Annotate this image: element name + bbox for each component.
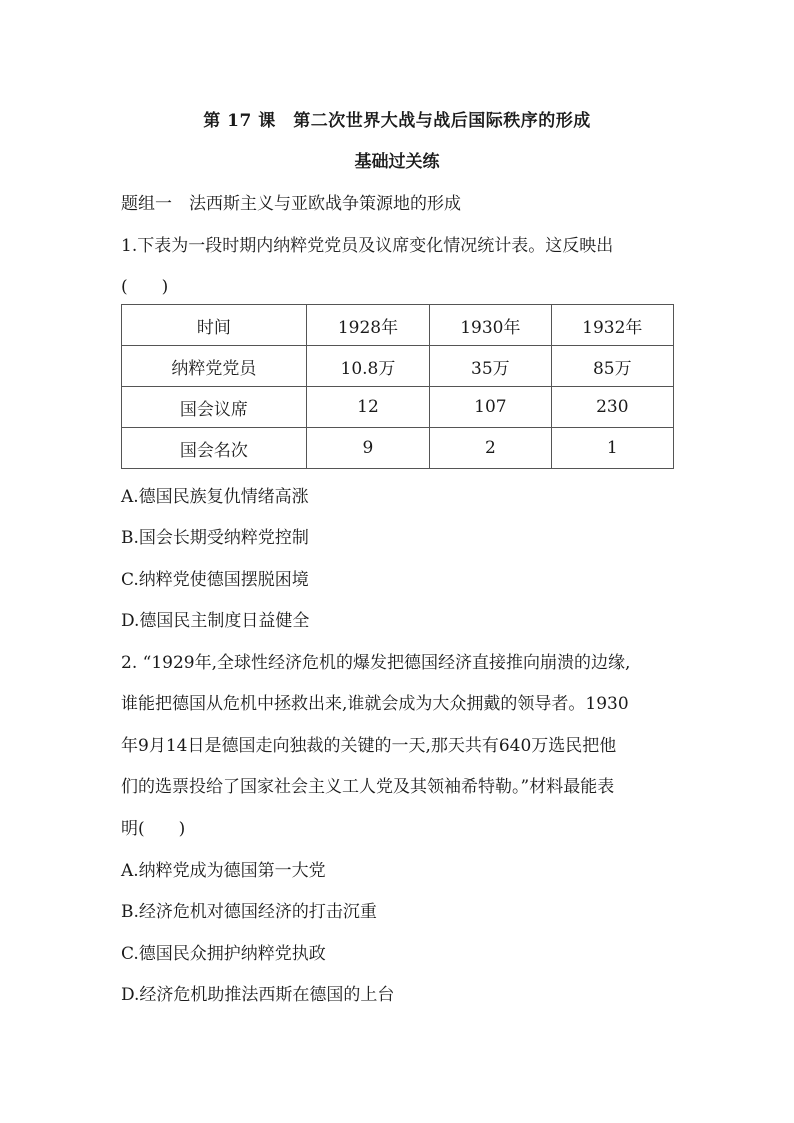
question-1-stem: 1.下表为一段时期内纳粹党党员及议席变化情况统计表。这反映出 (121, 236, 614, 256)
table-cell: 10.8万 (306, 346, 429, 387)
table-cell: 2 (430, 428, 551, 469)
page-subtitle: 基础过关练 (354, 152, 440, 172)
question-2-option-a: A.纳粹党成为德国第一大党 (121, 861, 326, 881)
table-cell: 国会议席 (122, 387, 307, 428)
table-cell: 12 (306, 387, 429, 428)
question-2-option-b: B.经济危机对德国经济的打击沉重 (121, 902, 377, 922)
table-row (122, 387, 674, 428)
question-1-option-c: C.纳粹党使德国摆脱困境 (121, 570, 309, 590)
table-cell: 纳粹党党员 (122, 346, 307, 387)
question-2-stem-line: 们的选票投给了国家社会主义工人党及其领袖希特勒。”材料最能表 (121, 777, 615, 797)
nazi-statistics-table (121, 304, 674, 469)
table-cell: 35万 (430, 346, 551, 387)
section-heading: 题组一 法西斯主义与亚欧战争策源地的形成 (121, 194, 461, 214)
question-2-stem-line: 2. “1929年,全球性经济危机的爆发把德国经济直接推向崩溃的边缘, (121, 653, 631, 673)
question-2-answer-blank: 明( ) (121, 819, 186, 839)
question-2-option-c: C.德国民众拥护纳粹党执政 (121, 944, 326, 964)
question-2-stem-line: 谁能把德国从危机中拯救出来,谁就会成为大众拥戴的领导者。1930 (121, 694, 629, 714)
table-row (122, 346, 674, 387)
table-header-cell: 1928年 (306, 305, 429, 346)
table-header-row (122, 305, 674, 346)
table-header-cell: 时间 (122, 305, 307, 346)
table-cell: 230 (551, 387, 673, 428)
table-header-cell: 1930年 (430, 305, 551, 346)
table-cell: 107 (430, 387, 551, 428)
table-cell: 85万 (551, 346, 673, 387)
question-1-option-b: B.国会长期受纳粹党控制 (121, 528, 309, 548)
table-cell: 1 (551, 428, 673, 469)
question-2-stem-line: 年9月14日是德国走向独裁的关键的一天,那天共有640万选民把他 (121, 736, 617, 756)
question-1-option-d: D.德国民主制度日益健全 (121, 611, 310, 631)
table-row (122, 428, 674, 469)
question-1-answer-blank: ( ) (121, 277, 169, 297)
table-cell: 9 (306, 428, 429, 469)
table-header-cell: 1932年 (551, 305, 673, 346)
question-2-option-d: D.经济危机助推法西斯在德国的上台 (121, 985, 395, 1005)
page-title: 第 17 课 第二次世界大战与战后国际秩序的形成 (203, 111, 591, 131)
question-1-option-a: A.德国民族复仇情绪高涨 (121, 487, 309, 507)
table-cell: 国会名次 (122, 428, 307, 469)
